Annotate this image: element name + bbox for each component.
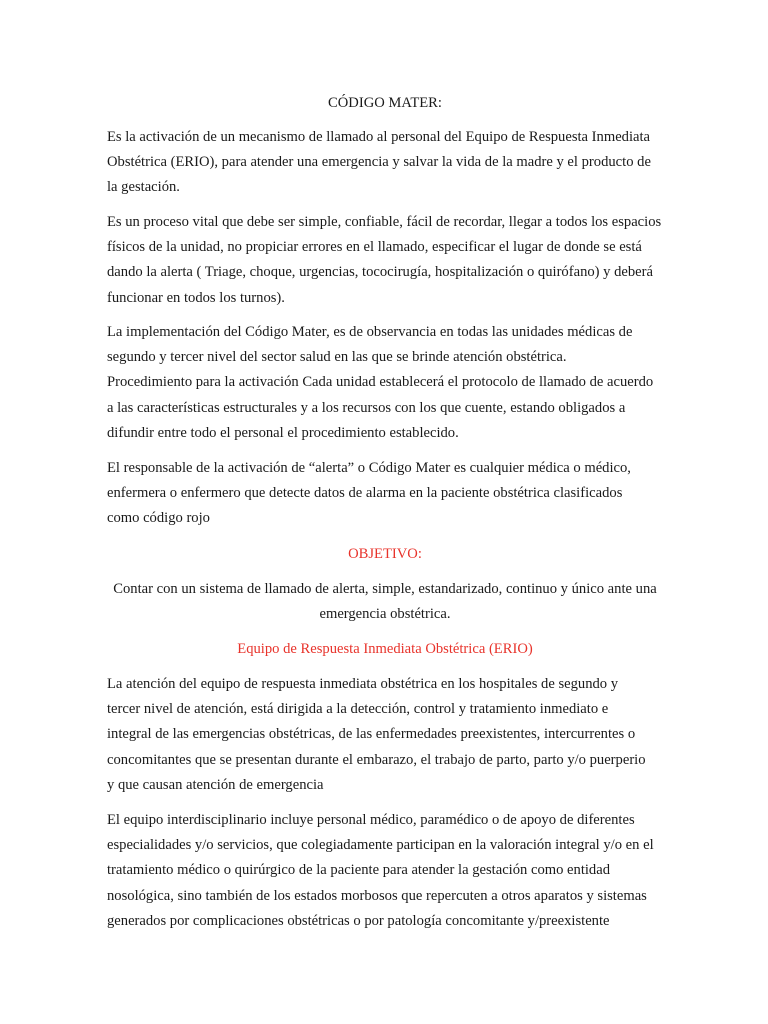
paragraph-line: a las características estructurales y a los recursos con los que cuente, estando obligados a bbox=[107, 399, 626, 416]
paragraph-line: El equipo interdisciplinario incluye personal médico, paramédico o de apoyo de diferentes bbox=[107, 812, 635, 828]
paragraph-implementation bbox=[107, 320, 663, 446]
paragraph-erio-attention bbox=[107, 672, 663, 798]
paragraph-line: generados por complicaciones obstétricas o por patología concomitante y/preexistente bbox=[107, 912, 610, 929]
paragraph-definition bbox=[107, 125, 663, 201]
paragraph-line: tercer nivel de atención, está dirigida a la detección, control y tratamiento inmediato e bbox=[107, 701, 609, 718]
paragraph-line: nosológica, sino también de los estados morbosos que repercuten a otros aparatos y sistemas bbox=[107, 887, 647, 904]
objective-heading-block bbox=[107, 542, 663, 567]
paragraph-line: integral de las emergencias obstétricas, de las enfermedades preexistentes, intercurrentes o bbox=[107, 726, 636, 743]
paragraph-line: concomitantes que se presentan durante el embarazo, el trabajo de parto, parto y/o puerperio bbox=[107, 751, 646, 768]
paragraph-line: difundir entre todo el personal el procedimiento establecido. bbox=[107, 424, 459, 441]
erio-heading: Equipo de Respuesta Inmediata Obstétrica (ERIO) bbox=[237, 641, 533, 657]
paragraph-line: El responsable de la activación de “alerta” o Código Mater es cualquier médica o médico, bbox=[107, 460, 631, 476]
paragraph-interdisciplinary-team bbox=[107, 808, 663, 934]
paragraph-line: funcionar en todos los turnos). bbox=[107, 289, 285, 306]
paragraph-process bbox=[107, 210, 663, 311]
paragraph-line: dando la alerta ( Triage, choque, urgencias, tococirugía, hospitalización o quirófano) y deberá bbox=[107, 264, 653, 281]
paragraph-line: la gestación. bbox=[107, 179, 180, 196]
paragraph-line: físicos de la unidad, no propiciar errores en el llamado, especificar el lugar de donde se está bbox=[107, 239, 642, 256]
objective-heading: OBJETIVO: bbox=[348, 546, 422, 562]
objective-paragraph bbox=[107, 577, 663, 627]
paragraph-line: segundo y tercer nivel del sector salud en las que se brinde atención obstétrica. bbox=[107, 349, 567, 366]
document-title-block bbox=[107, 91, 663, 116]
document-title: CÓDIGO MATER: bbox=[328, 95, 442, 111]
paragraph-line: como código rojo bbox=[107, 510, 210, 527]
paragraph-line: Es un proceso vital que debe ser simple, confiable, fácil de recordar, llegar a todos los espacios bbox=[107, 214, 662, 230]
erio-heading-block bbox=[107, 637, 663, 662]
paragraph-line: La atención del equipo de respuesta inmediata obstétrica en los hospitales de segundo y bbox=[107, 676, 619, 692]
paragraph-line: Obstétrica (ERIO), para atender una emergencia y salvar la vida de la madre y el producto de bbox=[107, 154, 651, 171]
paragraph-line: Procedimiento para la activación Cada unidad establecerá el protocolo de llamado de acuerdo bbox=[107, 374, 654, 391]
paragraph-line: especialidades y/o servicios, que colegiadamente participan en la valoración integral y/o en el bbox=[107, 837, 654, 854]
paragraph-line: tratamiento médico o quirúrgico de la paciente para atender la gestación como entidad bbox=[107, 862, 611, 879]
objective-line: emergencia obstétrica. bbox=[319, 606, 451, 623]
paragraph-line: Es la activación de un mecanismo de llamado al personal del Equipo de Respuesta Inmediata bbox=[107, 129, 651, 145]
paragraph-line: enfermera o enfermero que detecte datos de alarma en la paciente obstétrica clasificados bbox=[107, 485, 623, 502]
paragraph-responsible bbox=[107, 456, 663, 532]
paragraph-line: La implementación del Código Mater, es de observancia en todas las unidades médicas de bbox=[107, 324, 633, 340]
paragraph-line: y que causan atención de emergencia bbox=[107, 776, 324, 793]
objective-line: Contar con un sistema de llamado de alerta, simple, estandarizado, continuo y único ante una bbox=[113, 581, 657, 597]
